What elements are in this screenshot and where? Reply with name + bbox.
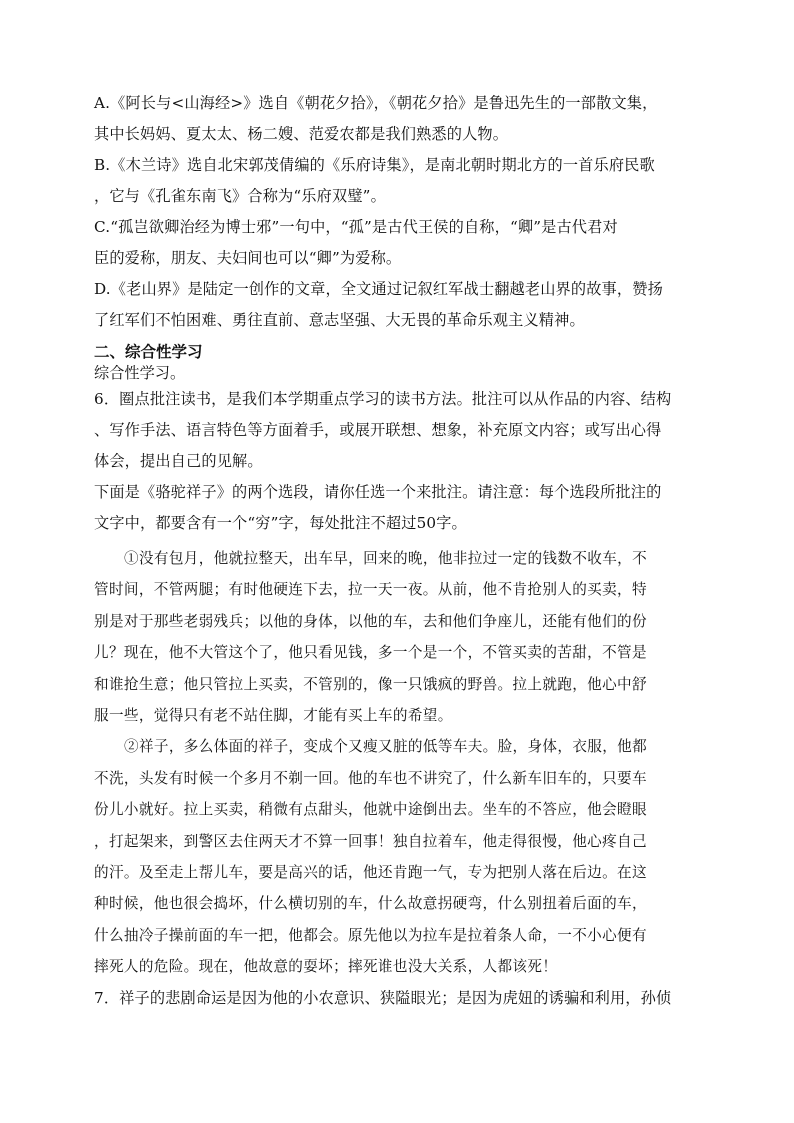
passage-2-line-5: 的汗。及至走上帮儿车，要是高兴的话，他还肯跑一气，专为把别人落在后边。在这 (94, 864, 647, 882)
q6-line-4: 下面是《骆驼祥子》的两个选段，请你任选一个来批注。请注意：每个选段所批注的 (94, 483, 662, 501)
passage-2-line-7: 什么抽冷子操前面的车一把，他都会。原先他以为拉车是拉着条人命，一不小心便有 (94, 926, 647, 944)
option-c-line-2: 臣的爱称，朋友、夫妇间也可以“卿”为爱称。 (94, 249, 402, 267)
option-c (94, 212, 714, 274)
section-subtitle: 综合性学习。 (94, 364, 186, 382)
passage-1 (94, 543, 714, 731)
passage-2-line-1: ②祥子，多么体面的祥子，变成个又瘦又脏的低等车夫。脸，身体，衣服，他都 (124, 738, 648, 756)
passage-1-line-5: 和谁抢生意；他只管拉上买卖，不管别的，像一只饿疯的野兽。拉上就跑，他心中舒 (94, 675, 647, 693)
question-7 (94, 983, 714, 1014)
option-c-line-1: C.“孤岂欲卿治经为博士邪”一句中，“孤”是古代王侯的自称，“卿”是古代君对 (94, 218, 618, 236)
passage-1-line-3: 别是对于那些老弱残兵；以他的身体，以他的车，去和他们争座儿，还能有他们的份 (94, 612, 647, 630)
passage-2-line-4: ，打起架来，到警区去住两天才不算一回事！独自拉着车，他走得很慢，他心疼自己 (94, 832, 647, 850)
passage-2-line-6: 种时候，他也很会捣坏，什么横切别的车，什么故意拐硬弯，什么别扭着后面的车， (94, 895, 647, 913)
q6-line-3: 体会，提出自己的见解。 (94, 452, 263, 470)
q6-line-5: 文字中，都要含有一个“穷”字，每处批注不超过50字。 (94, 514, 467, 532)
passage-2-line-3: 份儿小就好。拉上买卖，稍微有点甜头，他就中途倒出去。坐车的不答应，他会瞪眼 (94, 801, 647, 819)
option-b (94, 150, 714, 212)
passage-1-line-2: 管时间，不管两腿；有时他硬连下去，拉一天一夜。从前，他不肯抢别人的买卖，特 (94, 581, 647, 599)
question-6 (94, 384, 714, 539)
option-d-line-1: D.《老山界》是陆定一创作的文章，全文通过记叙红军战士翻越老山界的故事，赞扬 (94, 280, 663, 298)
option-a-line-2: 其中长妈妈、夏太太、杨二嫂、范爱农都是我们熟悉的人物。 (94, 125, 509, 143)
option-a-line-1: A.《阿长与<山海经>》选自《朝花夕拾》，《朝花夕拾》是鲁迅先生的一部散文集， (94, 94, 658, 112)
option-a (94, 88, 714, 150)
passage-1-line-6: 服一些，觉得只有老不站住脚，才能有买上车的希望。 (94, 707, 453, 725)
passage-2-line-8: 摔死人的危险。现在，他故意的耍坏；摔死谁也没大关系，人都该死！ (94, 958, 558, 976)
q6-line-2: 、写作手法、语言特色等方面着手，或展开联想、想象，补充原文内容；或写出心得 (94, 421, 662, 439)
passage-2 (94, 731, 714, 982)
option-b-line-2: ，它与《孔雀东南飞》合称为“乐府双璧”。 (94, 187, 386, 205)
q6-line-1: 6．圈点批注读书，是我们本学期重点学习的读书方法。批注可以从作品的内容、结构 (94, 390, 672, 408)
section-heading: 二、综合性学习 (94, 343, 203, 361)
option-d (94, 274, 714, 336)
passage-2-line-2: 不洗，头发有时候一个多月不剃一回。他的车也不讲究了，什么新车旧车的，只要车 (94, 769, 647, 787)
passage-1-line-1: ①没有包月，他就拉整天，出车早，回来的晚，他非拉过一定的钱数不收车，不 (124, 550, 648, 567)
q7-line-1: 7．祥子的悲剧命运是因为他的小农意识、狭隘眼光；是因为虎妞的诱骗和利用，孙侦 (94, 988, 672, 1007)
option-d-line-2: 了红军们不怕困难、勇往直前、意志坚强、大无畏的革命乐观主义精神。 (94, 311, 585, 329)
option-b-line-1: B.《木兰诗》选自北宋郭茂倩编的《乐府诗集》，是南北朝时期北方的一首乐府民歌 (94, 156, 655, 174)
passage-1-line-4: 儿？现在，他不大管这个了，他只看见钱，多一个是一个，不管买卖的苦甜，不管是 (94, 644, 647, 662)
document-page (94, 88, 714, 1014)
